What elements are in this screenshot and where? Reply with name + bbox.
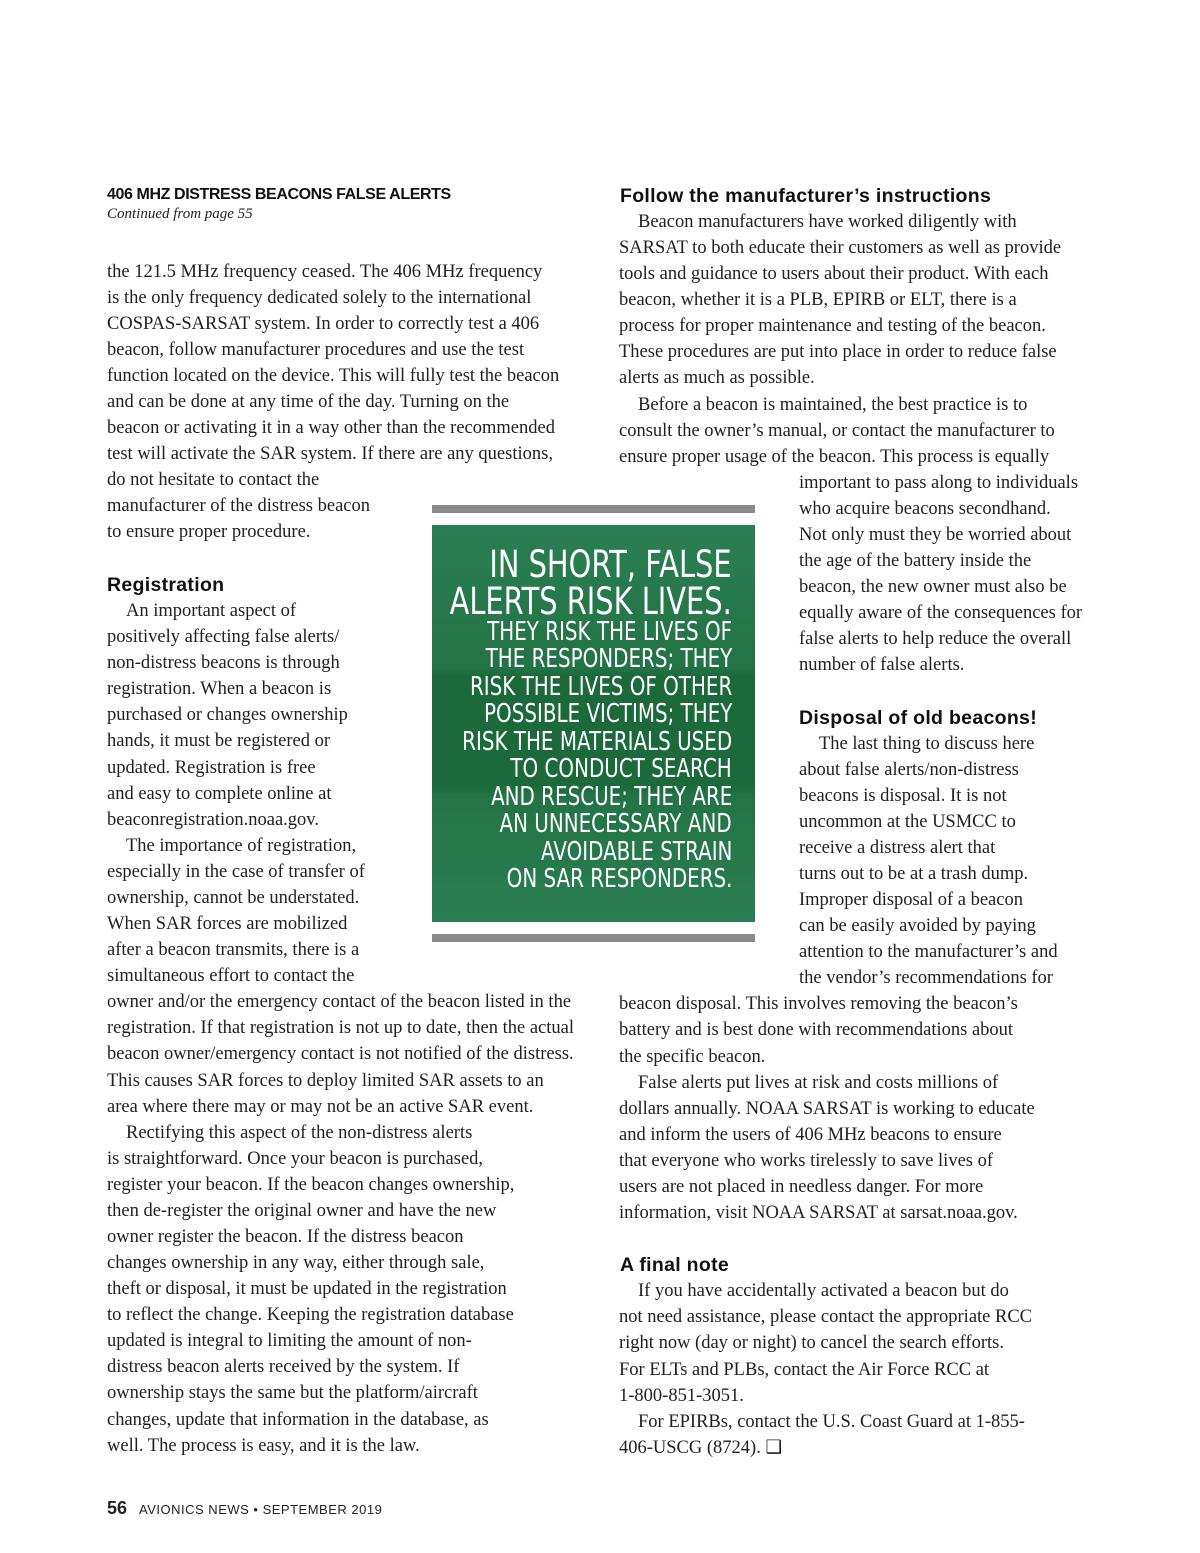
text-line: dollars annually. NOAA SARSAT is working to educate: [619, 1099, 1035, 1119]
text-line: about false alerts/non-distress: [799, 760, 1019, 780]
text-line: not need assistance, please contact the appropriate RCC: [619, 1307, 1033, 1327]
page-footer: [107, 1498, 382, 1519]
text-line: simultaneous effort to contact the: [107, 966, 355, 986]
pullquote-headline: ALERTS RISK LIVES.: [449, 580, 732, 623]
text-line: If you have accidentally activated a beacon but do: [638, 1281, 1009, 1301]
text-line: the specific beacon.: [619, 1047, 766, 1067]
text-line: Improper disposal of a beacon: [799, 890, 1023, 910]
pullquote-top-rule: [432, 505, 755, 513]
text-line: receive a distress alert that: [799, 838, 996, 858]
text-line: can be easily avoided by paying: [799, 916, 1036, 936]
text-line: These procedures are put into place in order to reduce false: [619, 342, 1057, 362]
text-line: turns out to be at a trash dump.: [799, 864, 1029, 884]
text-line: beacons is disposal. It is not: [799, 786, 1007, 806]
pullquote-line: AN UNNECESSARY AND: [499, 809, 732, 839]
text-line: battery and is best done with recommendations about: [619, 1020, 1014, 1040]
pullquote-line: AVOIDABLE STRAIN: [540, 837, 732, 867]
text-line: beacon or activating it in a way other than the recommended: [107, 418, 555, 438]
text-line: beacon owner/emergency contact is not notified of the distress.: [107, 1044, 574, 1064]
text-line: number of false alerts.: [799, 655, 965, 675]
text-line: For EPIRBs, contact the U.S. Coast Guard at 1-855-: [638, 1412, 1025, 1432]
publication-line: AVIONICS NEWS • SEPTEMBER 2019: [139, 1502, 383, 1517]
text-line: who acquire beacons secondhand.: [799, 499, 1051, 519]
text-line: hands, it must be registered or: [107, 731, 330, 751]
link-beaconregistration: beaconregistration.noaa.gov.: [107, 810, 319, 830]
text-line: uncommon at the USMCC to: [799, 812, 1016, 832]
text-line: users are not placed in needless danger. For more: [619, 1177, 984, 1197]
text-line: do not hesitate to contact the: [107, 470, 320, 490]
text-line: purchased or changes ownership: [107, 705, 348, 725]
text-line: positively affecting false alerts/: [107, 627, 340, 647]
text-line: and inform the users of 406 MHz beacons to ensure: [619, 1125, 1002, 1145]
pullquote-line: TO CONDUCT SEARCH: [510, 754, 732, 784]
pullquote-line: ON SAR RESPONDERS.: [506, 864, 732, 894]
text-line: after a beacon transmits, there is a: [107, 940, 360, 960]
text-line: 406-USCG (8724). ❑: [619, 1438, 783, 1458]
text-line: process for proper maintenance and testing of the beacon.: [619, 316, 1046, 336]
text-line: This causes SAR forces to deploy limited SAR assets to an: [107, 1071, 544, 1091]
text-line: changes ownership in any way, either through sale,: [107, 1253, 485, 1273]
text-line: important to pass along to individuals: [799, 473, 1079, 493]
text-line: ownership stays the same but the platform/aircraft: [107, 1383, 478, 1403]
text-line: and easy to complete online at: [107, 784, 332, 804]
text-line: distress beacon alerts received by the system. If: [107, 1357, 460, 1377]
pullquote-headline: IN SHORT, FALSE: [489, 543, 732, 586]
text-line: manufacturer of the distress beacon: [107, 496, 371, 516]
pullquote-line: THEY RISK THE LIVES OF: [487, 617, 732, 647]
text-line: area where there may or may not be an active SAR event.: [107, 1097, 534, 1117]
continued-note: Continued from page 55: [107, 206, 253, 222]
text-line: is straightforward. Once your beacon is purchased,: [107, 1149, 484, 1169]
text-line: registration. When a beacon is: [107, 679, 332, 699]
text-line: non-distress beacons is through: [107, 653, 340, 673]
pullquote-bottom-rule: [432, 934, 755, 942]
text-line: The importance of registration,: [126, 836, 357, 856]
text-line: ownership, cannot be understated.: [107, 888, 360, 908]
pullquote-line: AND RESCUE; THEY ARE: [490, 782, 732, 812]
text-line: equally aware of the consequences for: [799, 603, 1083, 623]
text-line: registration. If that registration is not up to date, then the actual: [107, 1018, 574, 1038]
text-line: tools and guidance to users about their product. With each: [619, 264, 1049, 284]
section-heading-follow: Follow the manufacturer’s instructions: [620, 185, 992, 207]
text-line: beacon, the new owner must also be: [799, 577, 1067, 597]
text-line: COSPAS-SARSAT system. In order to correctly test a 406: [107, 314, 540, 334]
text-line: An important aspect of: [126, 601, 297, 621]
text-line: owner and/or the emergency contact of the beacon listed in the: [107, 992, 572, 1012]
text-line: information, visit NOAA SARSAT at sarsat.noaa.gov.: [619, 1203, 1018, 1223]
text-line: then de-register the original owner and have the new: [107, 1201, 497, 1221]
pullquote-line: THE RESPONDERS; THEY: [485, 644, 732, 674]
text-line: ensure proper usage of the beacon. This process is equally: [619, 447, 1050, 467]
pullquote-line: RISK THE MATERIALS USED: [461, 727, 732, 757]
pullquote-line: RISK THE LIVES OF OTHER: [469, 672, 732, 702]
text-line: Before a beacon is maintained, the best practice is to: [638, 395, 1028, 415]
text-line: especially in the case of transfer of: [107, 862, 365, 882]
text-line: changes, update that information in the database, as: [107, 1410, 489, 1430]
text-line: to reflect the change. Keeping the registration database: [107, 1305, 514, 1325]
text-line: false alerts to help reduce the overall: [799, 629, 1072, 649]
section-heading-registration: Registration: [107, 574, 225, 596]
text-line: right now (day or night) to cancel the search efforts.: [619, 1333, 1004, 1353]
text-line: Rectifying this aspect of the non-distress alerts: [126, 1123, 473, 1143]
text-line: For ELTs and PLBs, contact the Air Force RCC at: [619, 1360, 990, 1380]
pullquote-box: [432, 525, 755, 922]
article-kicker: 406 MHZ DISTRESS BEACONS FALSE ALERTS: [107, 186, 451, 203]
text-line: test will activate the SAR system. If there are any questions,: [107, 444, 553, 464]
section-heading-final-note: A final note: [620, 1254, 730, 1276]
text-line: updated is integral to limiting the amount of non-: [107, 1331, 472, 1351]
text-line: beacon disposal. This involves removing the beacon’s: [619, 994, 1018, 1014]
text-line: attention to the manufacturer’s and: [799, 942, 1058, 962]
text-line: register your beacon. If the beacon changes ownership,: [107, 1175, 515, 1195]
text-line: Not only must they be worried about: [799, 525, 1072, 545]
text-line: Beacon manufacturers have worked diligently with: [638, 212, 1017, 232]
text-line: well. The process is easy, and it is the law.: [107, 1436, 420, 1456]
page-number: 56: [107, 1498, 128, 1518]
text-line: False alerts put lives at risk and costs millions of: [638, 1073, 999, 1093]
text-line: and can be done at any time of the day. Turning on the: [107, 392, 510, 412]
text-line: function located on the device. This will fully test the beacon: [107, 366, 560, 386]
text-line: owner register the beacon. If the distress beacon: [107, 1227, 464, 1247]
text-line: is the only frequency dedicated solely to the international: [107, 288, 532, 308]
text-line: beacon, whether it is a PLB, EPIRB or ELT, there is a: [619, 290, 1017, 310]
phone-number-afrcc: 1-800-851-3051.: [619, 1386, 744, 1406]
text-line: updated. Registration is free: [107, 758, 316, 778]
text-line: the vendor’s recommendations for: [799, 968, 1053, 988]
text-line: theft or disposal, it must be updated in the registration: [107, 1279, 507, 1299]
text-line: alerts as much as possible.: [619, 368, 815, 388]
text-line: consult the owner’s manual, or contact the manufacturer to: [619, 421, 1055, 441]
text-line: The last thing to discuss here: [819, 734, 1035, 754]
text-line: to ensure proper procedure.: [107, 522, 311, 542]
pullquote-line: POSSIBLE VICTIMS; THEY: [483, 699, 732, 729]
section-heading-disposal: Disposal of old beacons!: [799, 707, 1037, 729]
text-line: SARSAT to both educate their customers as well as provide: [619, 238, 1062, 258]
text-line: beacon, follow manufacturer procedures and use the test: [107, 340, 525, 360]
text-line: the age of the battery inside the: [799, 551, 1032, 571]
text-line: the 121.5 MHz frequency ceased. The 406 MHz frequency: [107, 262, 543, 282]
text-line: When SAR forces are mobilized: [107, 914, 348, 934]
text-line: that everyone who works tirelessly to save lives of: [619, 1151, 994, 1171]
